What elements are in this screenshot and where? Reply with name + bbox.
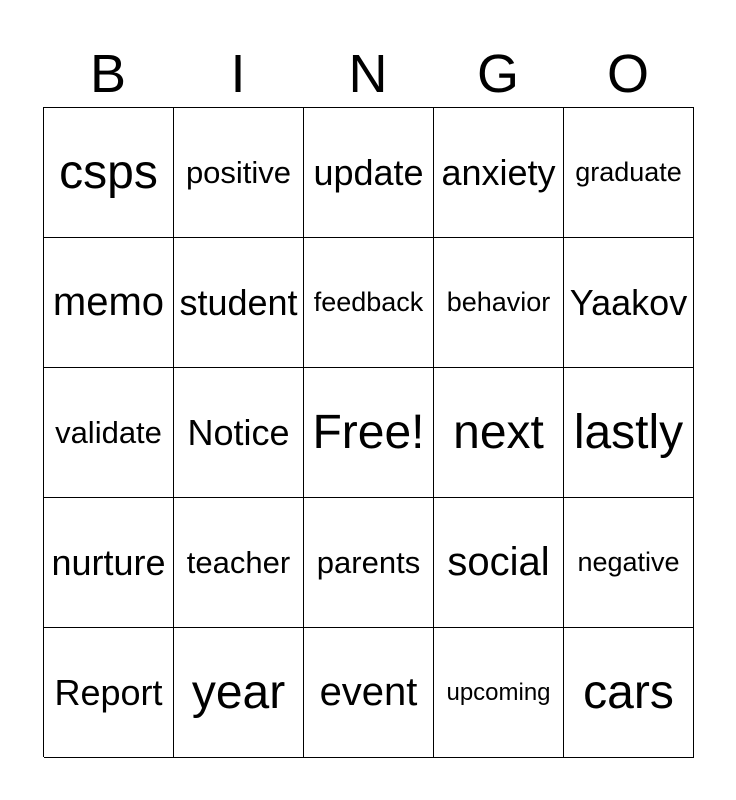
bingo-cell: anxiety — [434, 108, 564, 238]
bingo-cell: memo — [44, 238, 174, 368]
bingo-cell: next — [434, 368, 564, 498]
bingo-cell: cars — [564, 628, 694, 758]
bingo-cell: student — [174, 238, 304, 368]
bingo-cell: year — [174, 628, 304, 758]
bingo-cell: behavior — [434, 238, 564, 368]
bingo-cell: Notice — [174, 368, 304, 498]
bingo-cell: feedback — [304, 238, 434, 368]
header-letter-g: G — [476, 44, 519, 104]
bingo-cell: graduate — [564, 108, 694, 238]
bingo-cell: parents — [304, 498, 434, 628]
bingo-cell: Yaakov — [564, 238, 694, 368]
header-letter-o: O — [606, 44, 649, 104]
bingo-cell: nurture — [44, 498, 174, 628]
bingo-cell: csps — [44, 108, 174, 238]
bingo-cell: validate — [44, 368, 174, 498]
bingo-cell: Report — [44, 628, 174, 758]
bingo-cell: positive — [174, 108, 304, 238]
header-letter-b: B — [89, 44, 127, 104]
bingo-cell: event — [304, 628, 434, 758]
bingo-header — [43, 40, 693, 108]
bingo-cell: update — [304, 108, 434, 238]
header-letter-n: N — [348, 44, 388, 104]
bingo-cell: social — [434, 498, 564, 628]
bingo-cell: teacher — [174, 498, 304, 628]
bingo-cell: negative — [564, 498, 694, 628]
header-letter-i: I — [230, 44, 246, 104]
bingo-board — [43, 107, 694, 757]
bingo-cell: lastly — [564, 368, 694, 498]
free-space-cell: Free! — [304, 368, 434, 498]
bingo-cell: upcoming — [434, 628, 564, 758]
